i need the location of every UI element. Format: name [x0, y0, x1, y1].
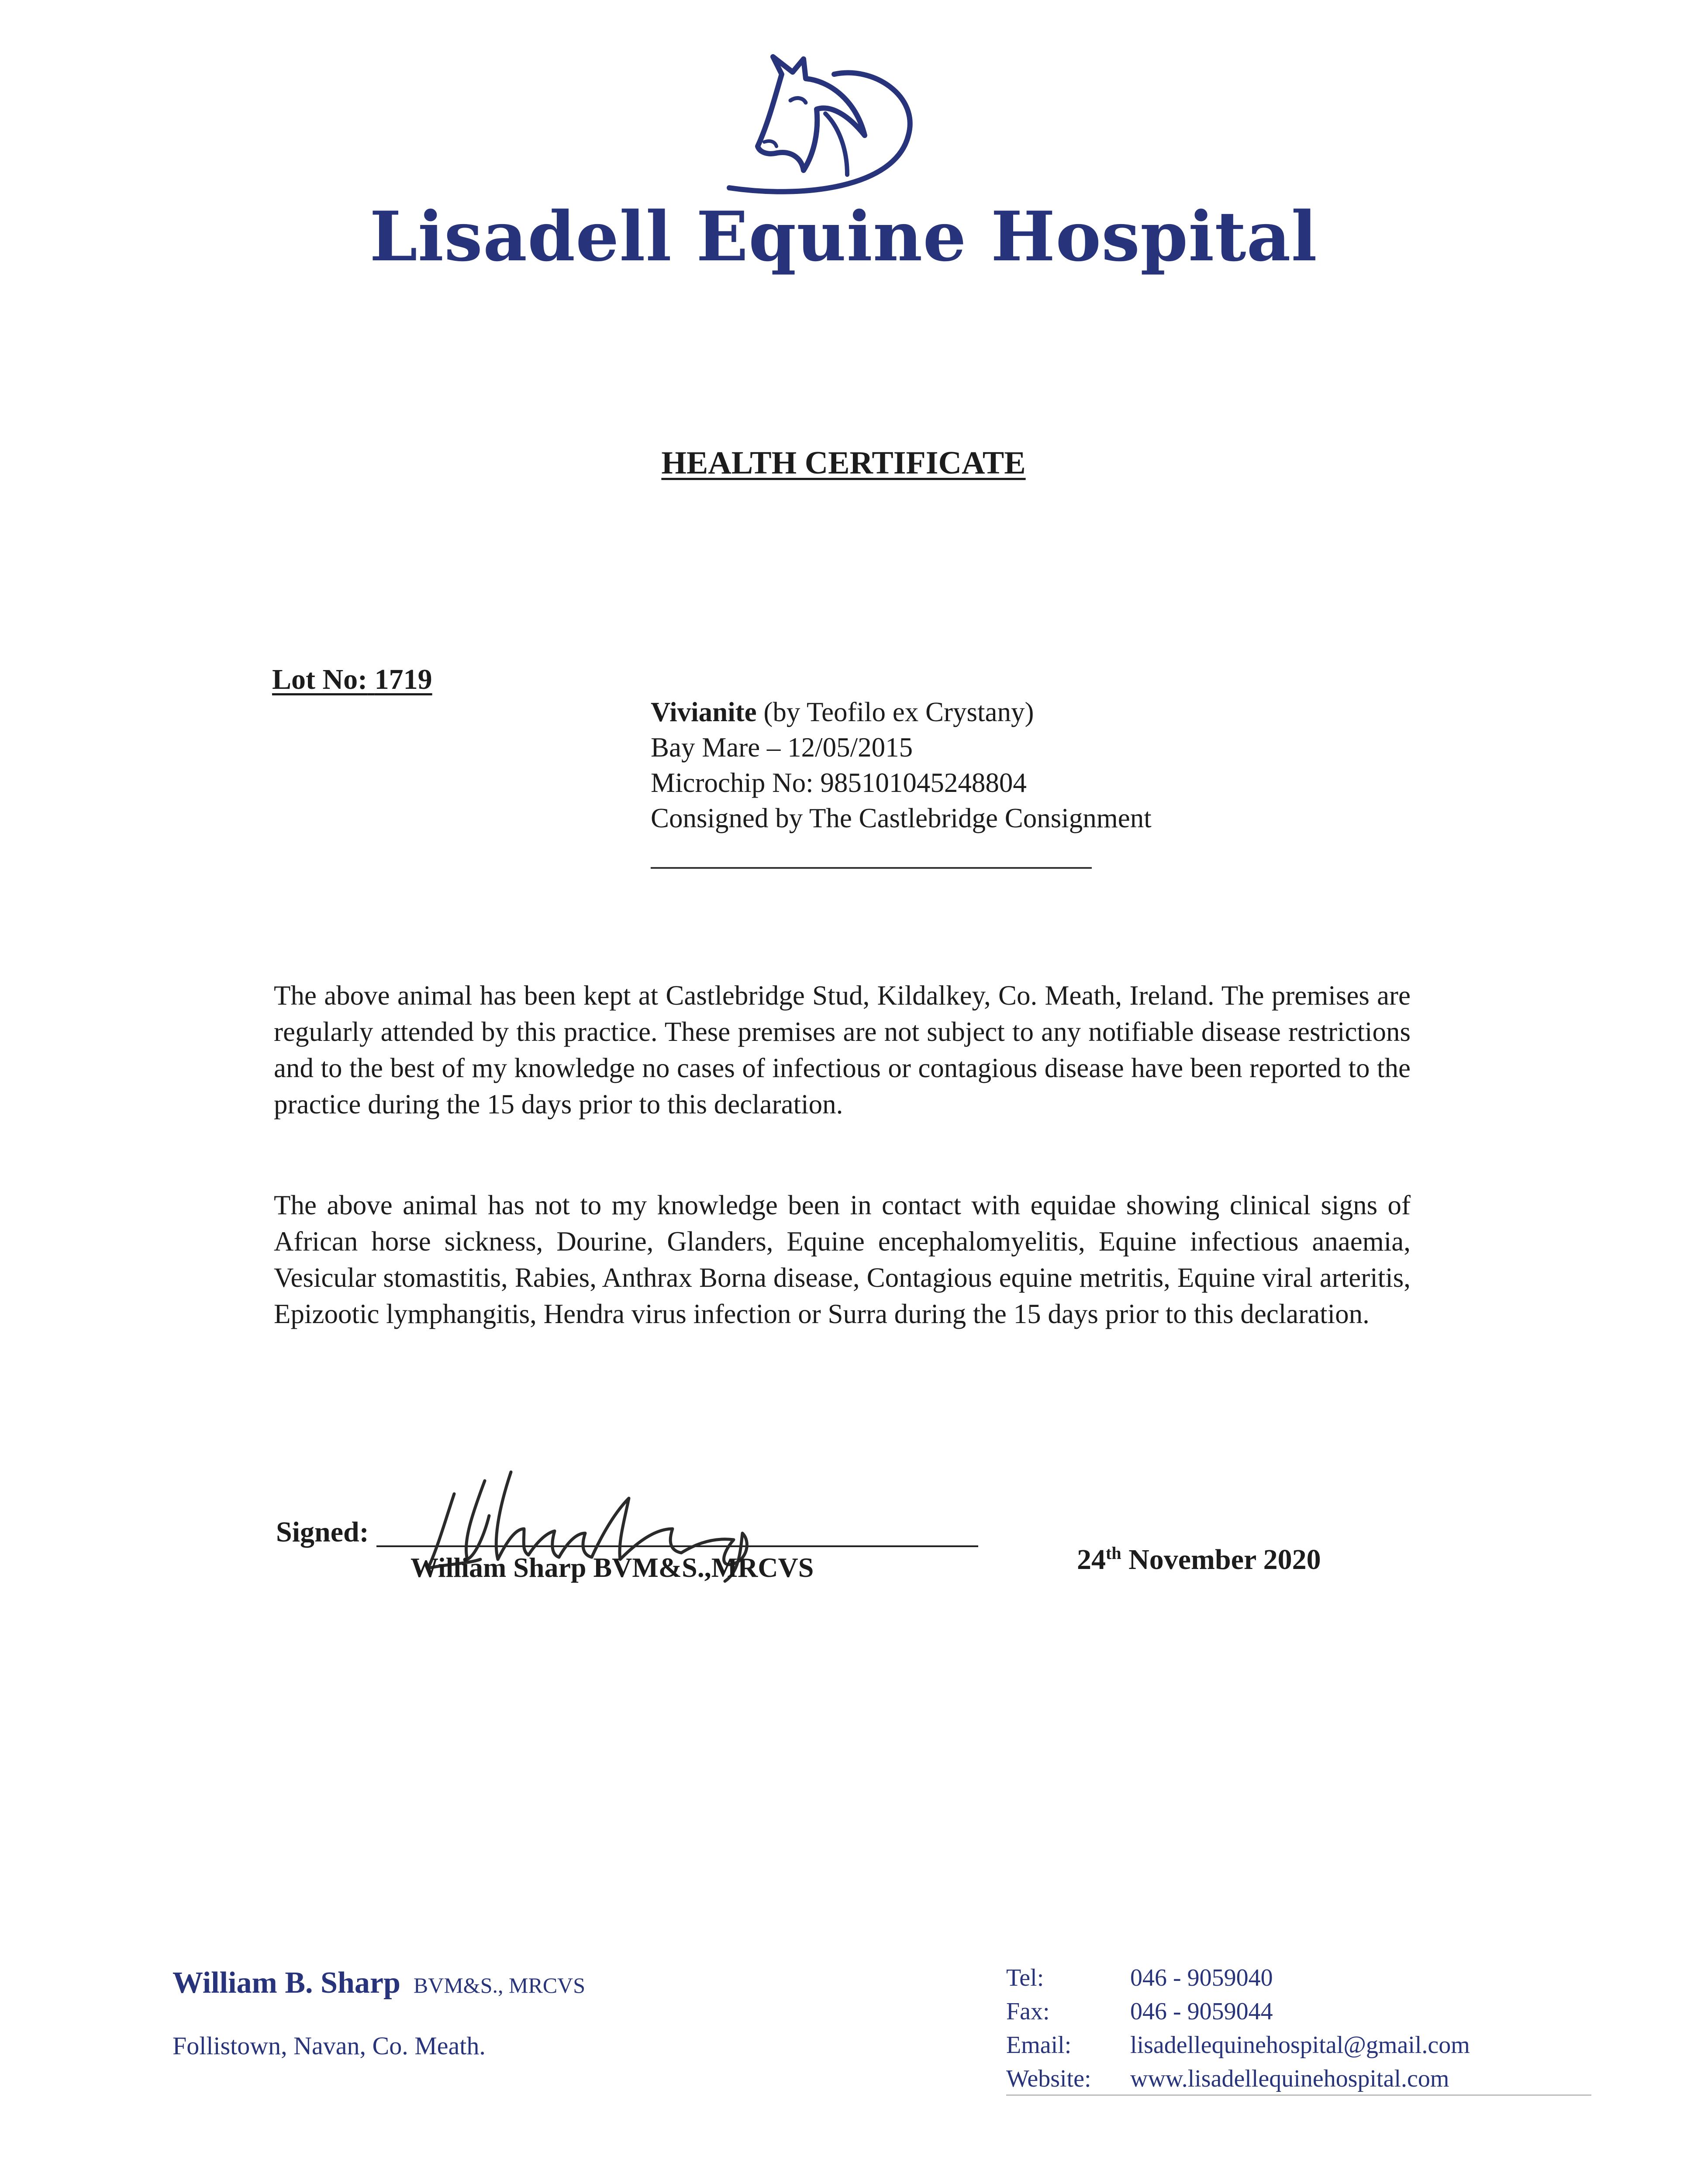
contact-website [1006, 2062, 1470, 2096]
contact-value: 046 - 9059044 [1130, 1998, 1273, 2025]
practitioner-qualifications: BVM&S., MRCVS [413, 1973, 586, 1997]
horse-microchip: Microchip No: 985101045248804 [651, 767, 1027, 798]
hospital-name: Lisadell Equine Hospital [369, 197, 1318, 276]
contact-value: www.lisadellequinehospital.com [1130, 2065, 1449, 2092]
horse-name-line [651, 695, 1152, 730]
horse-description: Bay Mare – 12/05/2015 [651, 732, 913, 763]
contact-label: Email: [1006, 2032, 1072, 2059]
declaration-paragraph-diseases: The above animal has not to my knowledge been in contact with equidae showing clinical signs of African horse sickness, Dourine, Glanders, Equine encephalomyelitis, Equine infectious anaemia, Vesicular stomastitis, Rabies, Anthrax Borna disease, Contagious equine metritis, Equine viral arteritis, Epizootic lymphangitis, Hendra virus infection or Surra during the 15 days prior to this declaration. [274, 1190, 1411, 1329]
signature-date [1077, 1543, 1321, 1576]
contact-value: 046 - 9059040 [1130, 1964, 1273, 1991]
footer-divider [1006, 2094, 1591, 2096]
divider [651, 867, 1092, 869]
lot-label: Lot No: [272, 663, 368, 695]
signatory-name: William Sharp BVM&S.,MRCVS [411, 1552, 814, 1583]
horse-name: Vivianite [651, 697, 757, 727]
contact-tel [1006, 1961, 1470, 1995]
date-suffix: th [1106, 1543, 1121, 1563]
footer-practitioner [172, 1966, 585, 2001]
contact-label: Website: [1006, 2065, 1091, 2092]
practitioner-name: William B. Sharp [172, 1966, 400, 2000]
signed-label: Signed: [276, 1516, 369, 1548]
horse-head-icon [716, 48, 926, 201]
lot-value: 1719 [374, 663, 432, 695]
contact-label: Fax: [1006, 1998, 1050, 2025]
footer-address: Follistown, Navan, Co. Meath. [172, 2032, 486, 2060]
contact-value: lisadellequinehospital@gmail.com [1130, 2032, 1470, 2059]
footer-contacts [1006, 1961, 1470, 2096]
horse-details [651, 695, 1152, 836]
lot-number [272, 663, 432, 696]
contact-fax [1006, 1995, 1470, 2028]
horse-pedigree: (by Teofilo ex Crystany) [763, 697, 1034, 727]
contact-label: Tel: [1006, 1964, 1044, 1991]
date-month-year: November 2020 [1128, 1544, 1321, 1576]
date-day: 24 [1077, 1544, 1106, 1576]
declaration-paragraph-premises: The above animal has been kept at Castlebridge Stud, Kildalkey, Co. Meath, Ireland. The premises are regularly attended by this practice. These premises are not subject to any notifiable disease restrictions and to the best of my knowledge no cases of infectious or contagious disease have been reported to the practice during the 15 days prior to this declaration. [274, 980, 1411, 1120]
certificate-title: HEALTH CERTIFICATE [661, 445, 1026, 481]
horse-consignor: Consigned by The Castlebridge Consignment [651, 803, 1152, 833]
contact-email [1006, 2028, 1470, 2062]
